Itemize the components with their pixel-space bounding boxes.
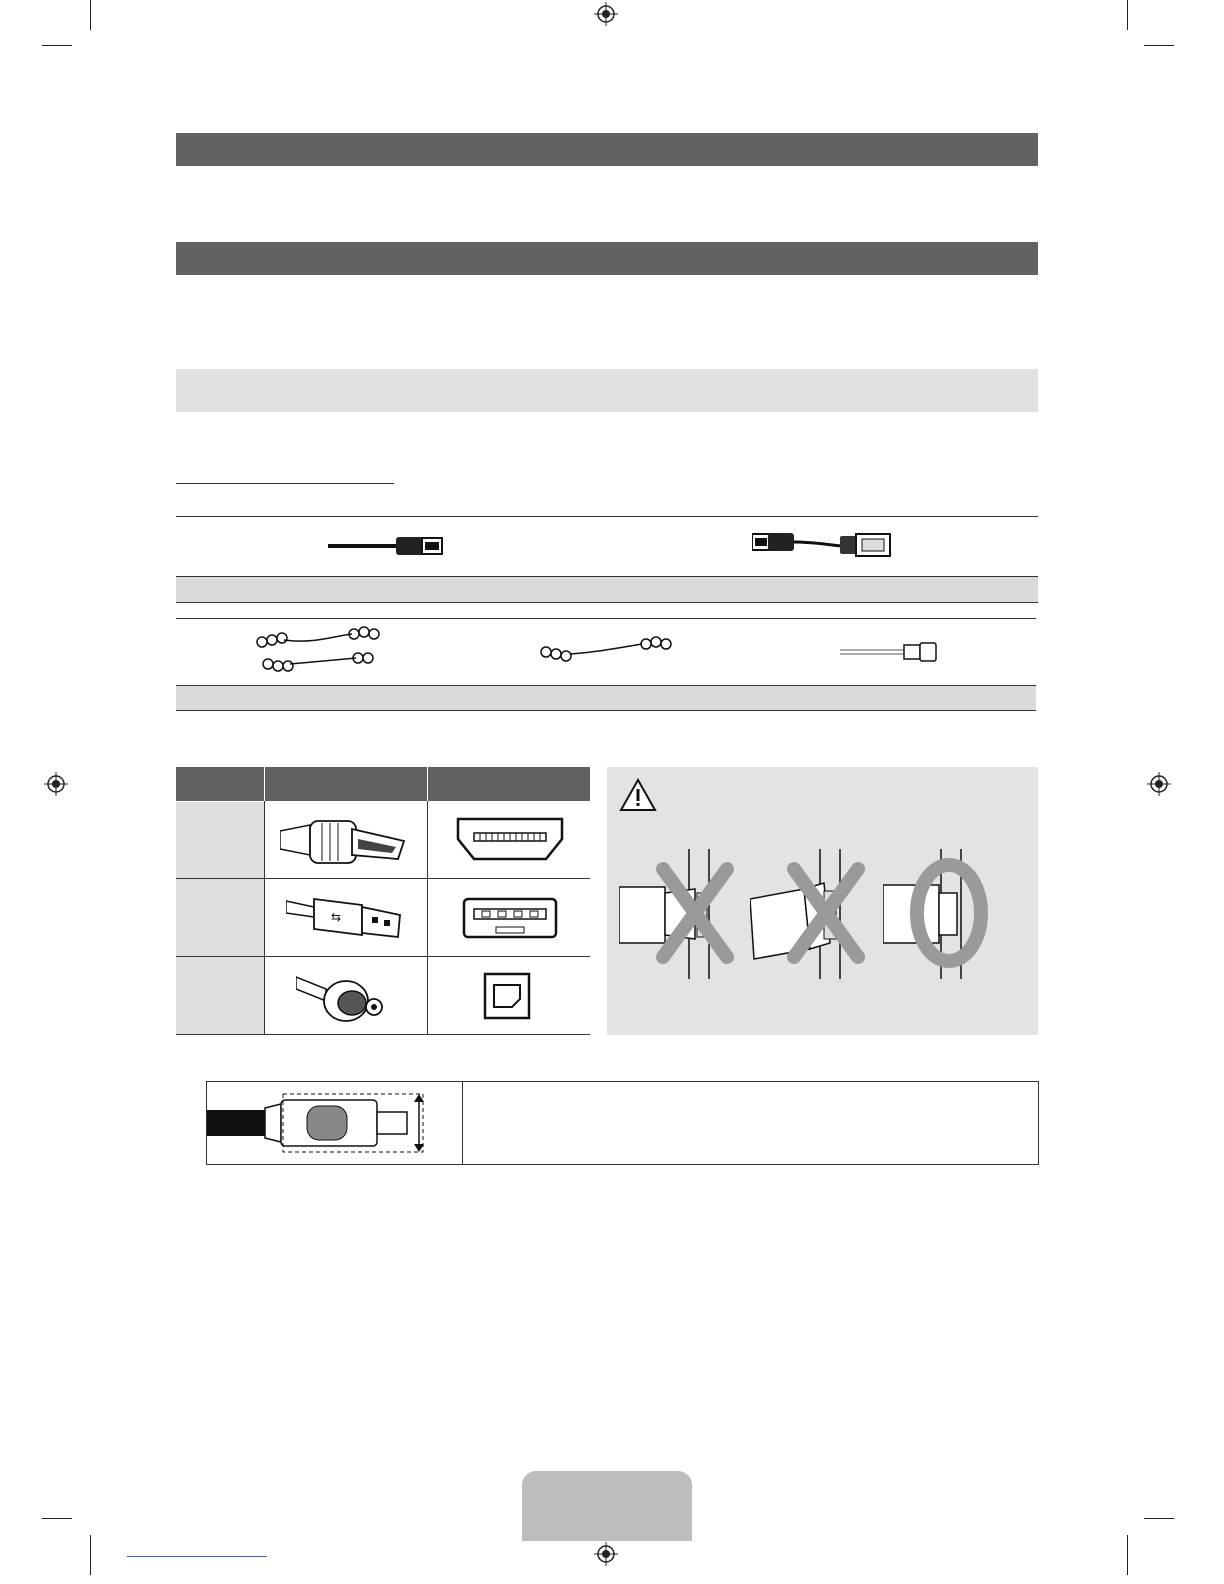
table-grid-line <box>176 1034 590 1035</box>
av-cable-image <box>538 632 674 672</box>
correct-connection-diagram <box>883 849 1013 979</box>
table-grid-line <box>176 956 590 957</box>
optical-port-image <box>482 971 532 1021</box>
registration-mark-icon <box>594 1542 618 1566</box>
connector-row-label-optical <box>176 957 264 1034</box>
hdmi-plug-image <box>280 811 412 873</box>
table-rule <box>176 516 1038 517</box>
section-header-bar <box>176 242 1038 275</box>
hdmi-cable-image <box>328 530 450 562</box>
table-rule <box>176 618 1036 619</box>
table-header-cell <box>428 767 590 801</box>
plug-size-note <box>206 1081 1039 1165</box>
coaxial-cable-image <box>840 640 940 664</box>
table-header-cell <box>265 767 427 801</box>
table-header-cell <box>176 767 264 801</box>
heading-underline <box>176 483 394 484</box>
subsection-band <box>176 369 1038 412</box>
wrong-connection-diagram <box>619 849 739 979</box>
cable-label-row <box>176 685 1036 711</box>
hdmi-port-image <box>454 815 566 863</box>
registration-mark-icon <box>1147 772 1171 796</box>
cable-label-row <box>176 576 1038 603</box>
crop-mark <box>1127 1535 1128 1575</box>
component-cable-image <box>254 624 386 676</box>
footer-file-link[interactable] <box>127 1556 267 1557</box>
crop-mark <box>1144 45 1174 46</box>
table-grid-line <box>264 801 265 1035</box>
crop-mark <box>42 45 72 46</box>
note-divider <box>462 1082 463 1164</box>
svg-text:⇆: ⇆ <box>330 910 342 924</box>
connector-table <box>176 767 590 1035</box>
connector-row-label-hdmi <box>176 802 264 878</box>
section-header-bar <box>176 133 1038 166</box>
optical-plug-image <box>296 967 396 1027</box>
plug-dimension-image <box>207 1090 447 1156</box>
usb-plug-image <box>286 887 406 947</box>
crop-mark <box>1127 0 1128 30</box>
connector-row-label-usb <box>176 879 264 956</box>
page-number-tab <box>522 1471 692 1541</box>
crop-mark <box>90 0 91 30</box>
crop-mark <box>90 1535 91 1575</box>
hdmi-dvi-cable-image <box>752 528 896 562</box>
crop-mark <box>42 1518 72 1519</box>
usb-port-image <box>460 895 560 941</box>
registration-mark-icon <box>594 2 618 26</box>
table-grid-line <box>176 878 590 879</box>
wrong-connection-diagram <box>750 849 870 979</box>
warning-triangle-icon <box>619 778 657 812</box>
crop-mark <box>1144 1518 1174 1519</box>
registration-mark-icon <box>44 772 68 796</box>
table-grid-line <box>427 801 428 1035</box>
warning-panel <box>607 767 1038 1035</box>
